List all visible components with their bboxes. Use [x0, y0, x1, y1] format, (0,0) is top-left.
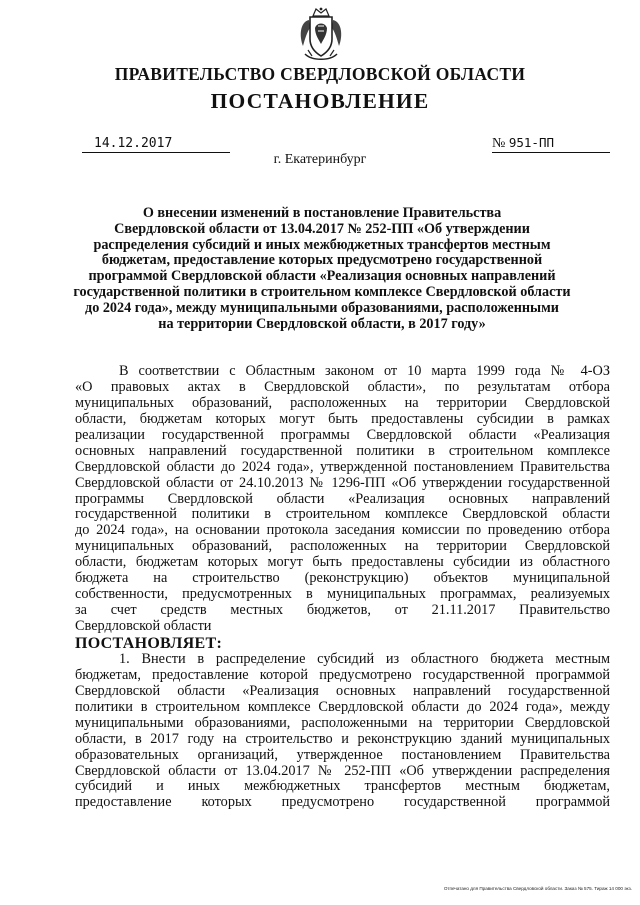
- preamble-line: реализации государственной программы Свердловской области «Реализация: [75, 426, 610, 443]
- preamble-line: области, бюджетам которых могут быть предоставлены субсидии в рамках: [75, 410, 610, 427]
- title-line: государственной политики в строительном комплексе Свердловской области: [73, 283, 571, 300]
- title-line: распределения субсидий и иных межбюджетных трансфертов местным: [93, 236, 551, 253]
- document-title: [72, 206, 572, 332]
- item-1-line: субсидий и иных межбюджетных трансфертов местным бюджетам,: [75, 778, 610, 795]
- item-1-line: политики в строительном комплексе Свердловской области до 2024 года», между: [75, 698, 610, 715]
- title-line: программой Свердловской области «Реализация основных направлений: [88, 268, 556, 285]
- preamble-line: основных направлений государственной политики в строительном комплексе: [75, 442, 610, 459]
- item-1-line: образовательных организаций, утвержденное постановлением Правительства: [75, 746, 610, 763]
- preamble-line: муниципальных образований, расположенных на территории Свердловской: [75, 394, 610, 411]
- preamble-paragraph: [75, 364, 610, 635]
- preamble-line: собственности, предусмотренных в муниципальных программах, реализуемых: [75, 586, 610, 603]
- document-number: [492, 134, 610, 153]
- coat-of-arms-icon: [296, 6, 346, 64]
- item-1-line: области, в 2017 году на строительство и реконструкцию зданий муниципальных: [75, 730, 610, 747]
- title-line: О внесении изменений в постановление Правительства: [142, 205, 502, 221]
- preamble-line: Свердловской области от 24.10.2013 № 1296-ПП «Об утверждении государственной: [75, 474, 610, 491]
- preamble-line: области, бюджетам которых могут быть предоставлены субсидии из областного: [75, 554, 610, 571]
- item-1-line: Свердловской области от 13.04.2017 № 252-ПП «Об утверждении распределения: [75, 762, 610, 779]
- preamble-line: государственной политики в строительном комплексе Свердловской области: [75, 506, 610, 523]
- document-date: 14.12.2017: [82, 136, 230, 153]
- number-value: 951-ПП: [508, 135, 555, 150]
- number-sign: №: [492, 136, 506, 151]
- print-footer: Отпечатано для Правительства Свердловской области. Заказ № 575. Тираж 14 000 экз.: [443, 886, 632, 891]
- item-1-line: Свердловской области «Реализация основных направлений государственной: [75, 682, 610, 699]
- resolves-heading: ПОСТАНОВЛЯЕТ:: [75, 634, 223, 652]
- preamble-line: Свердловской области: [75, 618, 212, 634]
- title-line: бюджетам, предоставление которых предусмотрено государственной: [101, 252, 543, 269]
- item-1-line: муниципальными образованиями, расположенными на территории Свердловской: [75, 714, 610, 731]
- document-type: ПОСТАНОВЛЕНИЕ: [210, 89, 430, 113]
- government-name: ПРАВИТЕЛЬСТВО СВЕРДЛОВСКОЙ ОБЛАСТИ: [114, 64, 526, 84]
- document-body: [75, 364, 610, 811]
- preamble-line: Свердловской области до 2024 года», утвержденной постановлением Правительства: [75, 458, 610, 475]
- title-line: на территории Свердловской области, в 2017 году»: [158, 315, 486, 332]
- preamble-line: за счет средств местных бюджетов, от 21.11.2017 Правительство: [75, 602, 610, 619]
- item-1-line: предоставление которых предусмотрено государственной программой: [75, 794, 610, 811]
- preamble-line: до 2024 года», на основании протокола заседания комиссии по проведению отбора: [75, 522, 610, 539]
- item-1-line: бюджетам, предоставление которой предусмотрено государственной программой: [75, 666, 610, 683]
- title-line: до 2024 года», между муниципальными образованиями, расположенными: [85, 299, 559, 316]
- preamble-line: «О правовых актах в Свердловской области», по результатам отбора: [75, 378, 610, 395]
- item-1-line: 1. Внести в распределение субсидий из областного бюджета местным: [119, 650, 610, 667]
- preamble-line: В соответствии с Областным законом от 10 марта 1999 года № 4-ОЗ: [119, 363, 610, 379]
- city: г. Екатеринбург: [273, 152, 367, 167]
- preamble-line: программы Свердловской области «Реализация основных направлений: [75, 490, 610, 507]
- preamble-line: муниципальных образований, расположенных на территории Свердловской: [75, 538, 610, 555]
- title-line: Свердловской области от 13.04.2017 № 252-ПП «Об утверждении: [114, 220, 530, 237]
- item-1-paragraph: [75, 652, 610, 811]
- preamble-line: бюджета на строительство (реконструкцию) объектов муниципальной: [75, 570, 610, 587]
